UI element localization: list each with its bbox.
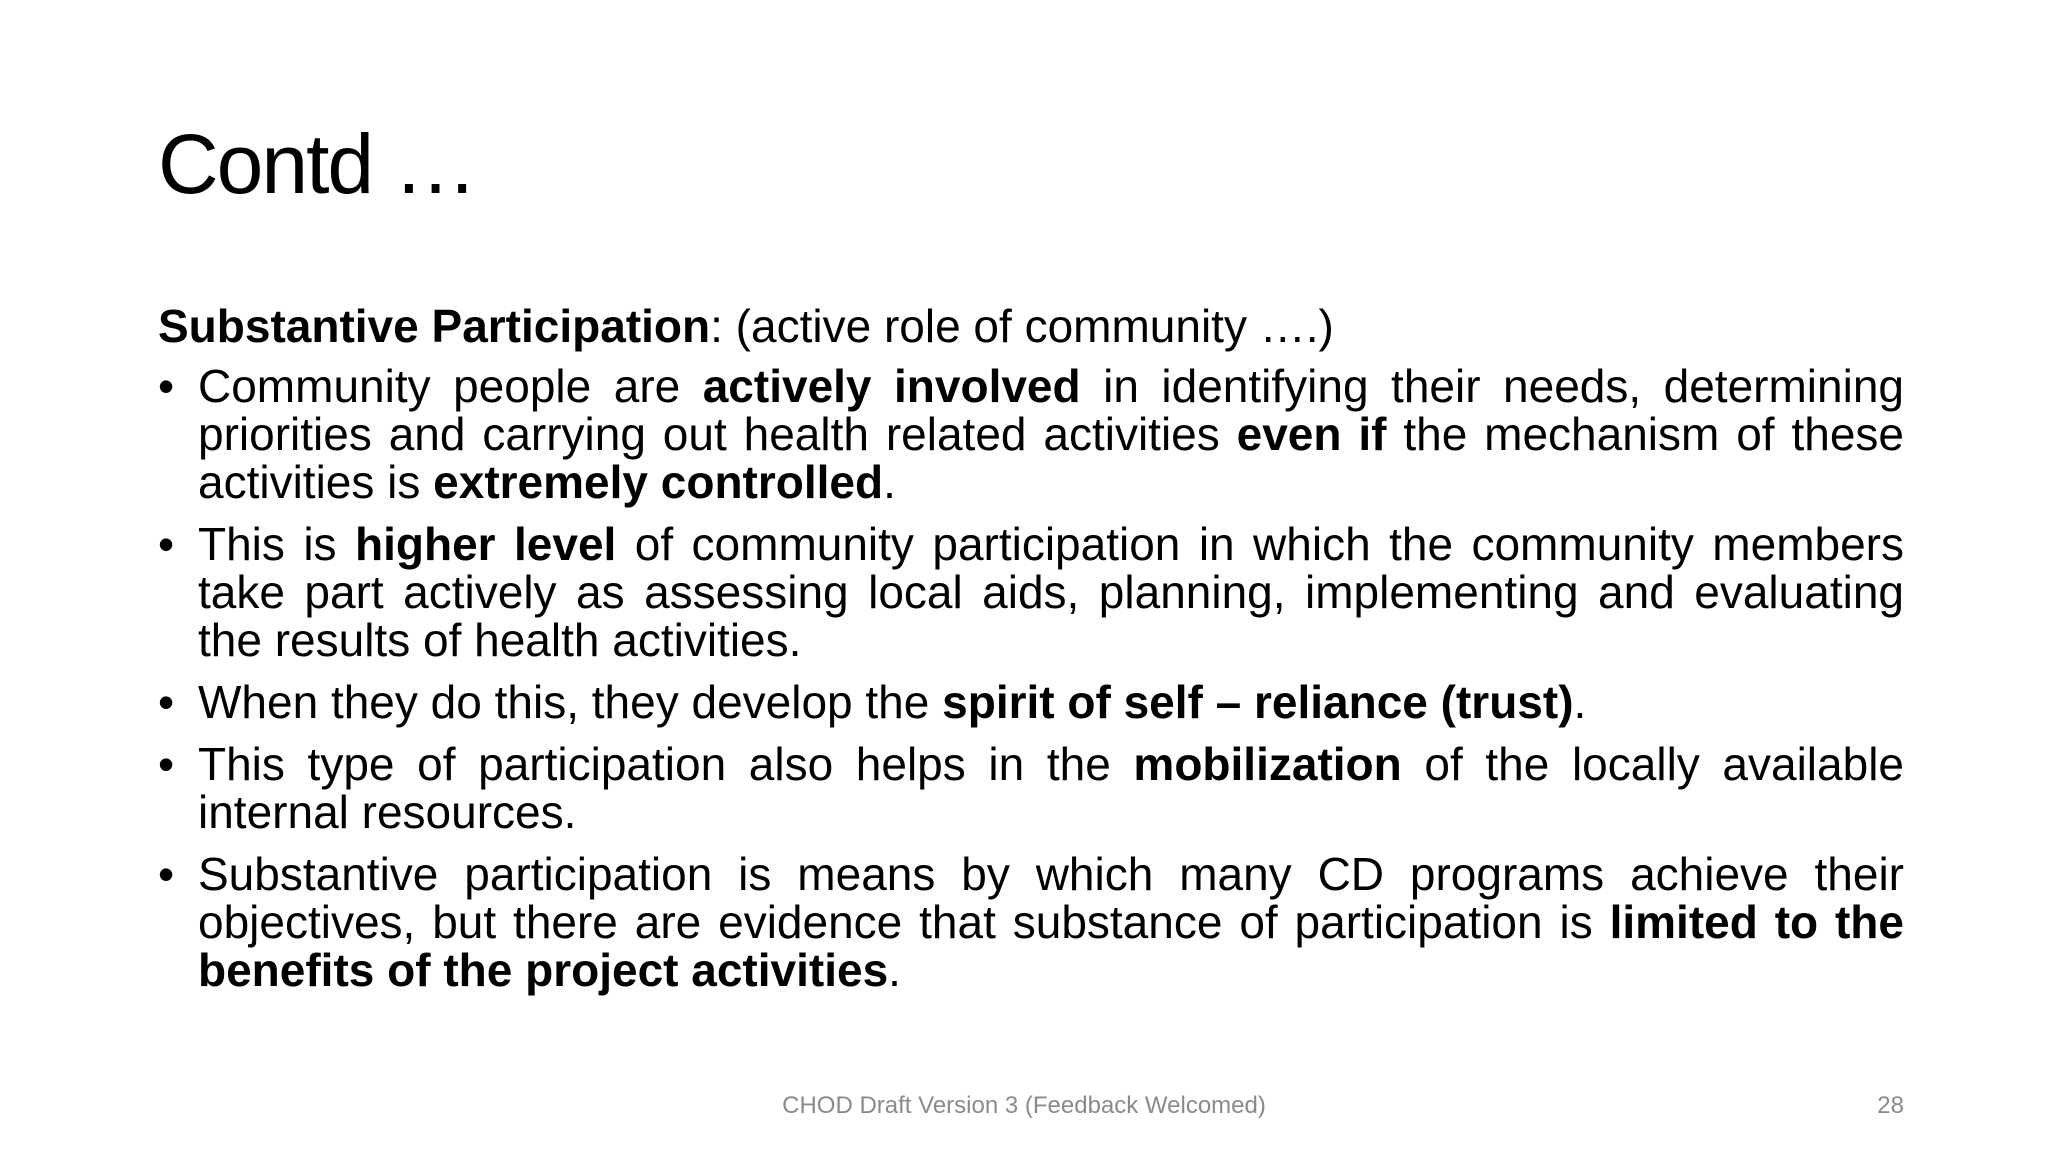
bullet-list [158, 362, 1904, 994]
bullet-text [198, 848, 1904, 996]
bullet-text-bold: actively involved [702, 360, 1081, 412]
footer-text: CHOD Draft Version 3 (Feedback Welcomed) [782, 1092, 1266, 1119]
bullet-text-part: Substantive participation is means by which many CD programs achieve their objectives, but there are evidence that substance of participation is [198, 848, 1904, 948]
bullet-text-part: . [888, 944, 901, 996]
bullet-text-bold: higher level [355, 518, 617, 570]
bullet-text-part: the mechanism of these activities is [198, 408, 1904, 508]
bullet-text-bold: limited to the benefits of the project activities [198, 896, 1904, 996]
bullet-text-part: . [883, 456, 896, 508]
section-heading-bold: Substantive Participation [158, 300, 711, 352]
bullet-text-part: in identifying their needs, determining priorities and carrying out health related activities [198, 360, 1904, 460]
bullet-text-part: This type of participation also helps in the [198, 738, 1134, 790]
bullet-text [198, 676, 1586, 728]
bullet-text-part: of the locally available internal resources. [198, 738, 1904, 838]
slide-content [158, 302, 1904, 1008]
bullet-text-bold: even if [1236, 408, 1387, 460]
bullet-marker: • [158, 738, 175, 790]
slide-title: Contd … [158, 117, 476, 211]
bullet-text-bold: mobilization [1133, 738, 1402, 790]
bullet-marker: • [158, 848, 175, 900]
bullet-text-bold: spirit of self – reliance (trust) [942, 676, 1574, 728]
bullet-item [158, 850, 1904, 994]
bullet-text-part: of community participation in which the community members take part actively as assessing local aids, planning, implementing and evaluating the results of health activities. [198, 518, 1905, 666]
section-heading [158, 302, 1904, 350]
bullet-item [158, 740, 1904, 836]
bullet-text-part: This is [198, 518, 355, 570]
bullet-marker: • [158, 360, 175, 412]
page-number: 28 [1877, 1092, 1904, 1119]
bullet-item [158, 520, 1904, 664]
bullet-text [198, 360, 1904, 508]
bullet-marker: • [158, 676, 175, 728]
bullet-item [158, 362, 1904, 506]
bullet-marker: • [158, 518, 175, 570]
bullet-text-bold: extremely controlled [433, 456, 884, 508]
bullet-text-part: When they do this, they develop the [198, 676, 943, 728]
bullet-text [198, 738, 1904, 838]
section-heading-rest: : (active role of community ….) [710, 300, 1334, 352]
bullet-text [198, 518, 1904, 666]
bullet-item [158, 678, 1904, 726]
bullet-text-part: . [1573, 676, 1587, 728]
bullet-text-part: Community people are [198, 360, 703, 412]
